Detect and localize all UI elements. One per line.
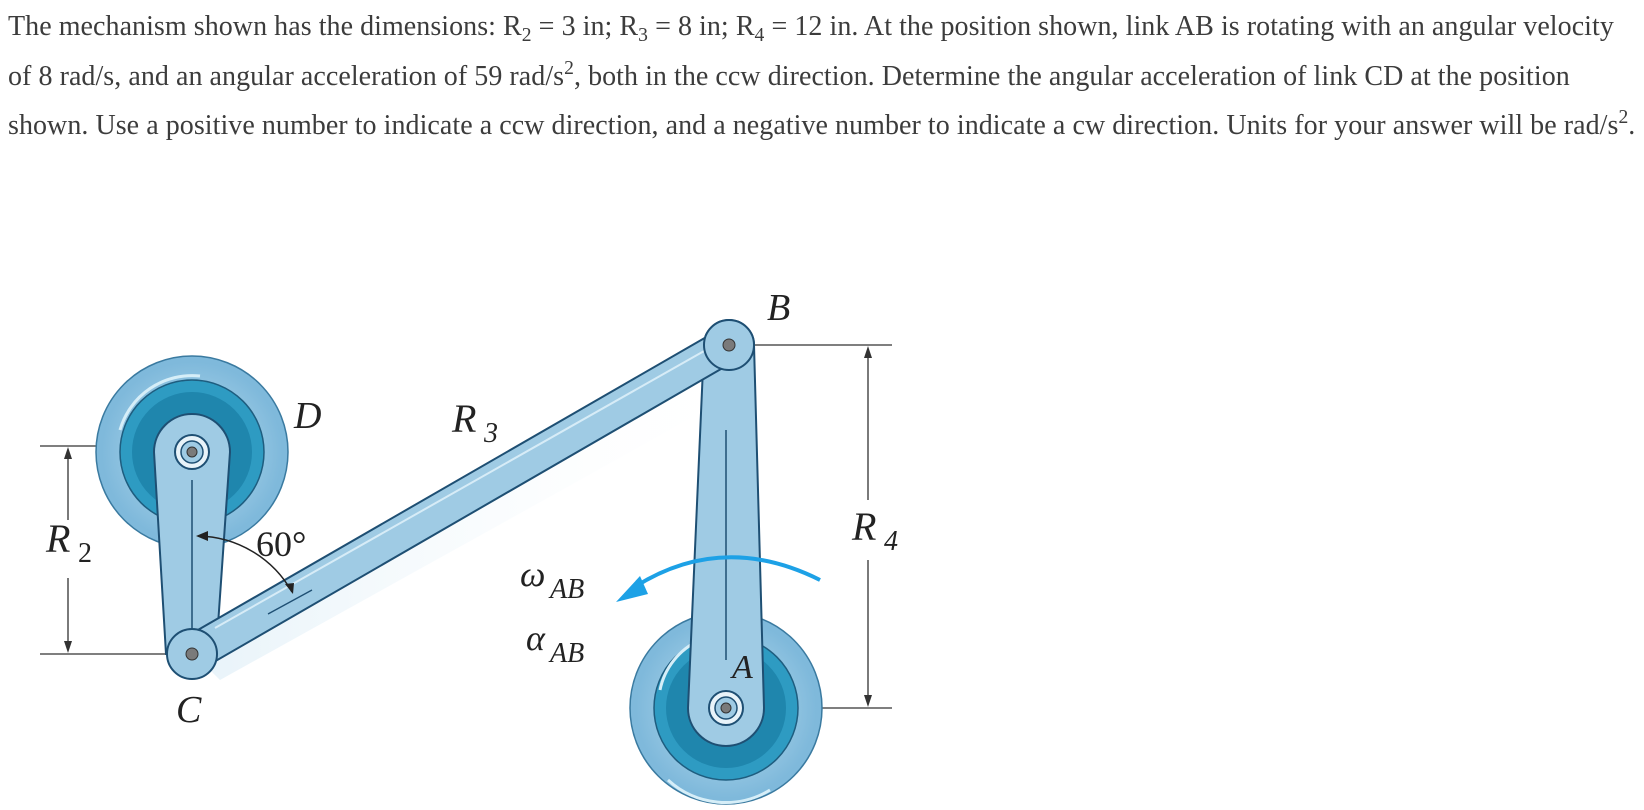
problem-text-5: , both in the ccw direction. Determine the angular acceleration of link CD at the position shown. Use a positive number to indicate a ccw direction, and a negative number to indicate a cw direction. Units for your answer will be rad/s [8,60,1619,141]
label-r3: R [452,396,477,441]
label-angle: 60° [256,524,307,564]
label-r2: R [46,516,71,561]
label-r4-sub: 4 [884,526,898,557]
pin-b [704,320,754,370]
label-r3-sub: 3 [484,418,498,449]
label-b: B [767,287,791,329]
pin-d [175,435,209,469]
problem-text-3: = 8 in; R [648,11,755,42]
alpha-units-superscript: 2 [564,57,574,79]
r2-subscript: 2 [521,25,532,46]
problem-text-6: . [1628,110,1636,141]
problem-text-2: = 3 in; R [531,11,639,42]
r3-subscript: 3 [638,25,649,46]
label-omega-sub: AB [550,574,585,605]
r4-subscript: 4 [754,25,765,46]
label-alpha: α [526,618,545,658]
label-d: D [294,395,322,437]
problem-text-1: The mechanism shown has the dimensions: R [8,11,522,42]
answer-units-superscript: 2 [1618,107,1629,128]
label-alpha-sub: AB [550,638,585,669]
label-r4: R [852,504,877,549]
problem-text-4: = 12 in. At the position shown, link AB is rotating with an angular velocity of 8 rad/s, and an angular acceleration of 59 rad/s [8,11,1614,92]
pin-a [709,691,743,725]
label-a: A [732,649,753,686]
label-r2-sub: 2 [78,538,92,569]
pin-c [167,629,217,679]
label-omega: ω [520,554,546,594]
label-c: C [176,689,202,731]
